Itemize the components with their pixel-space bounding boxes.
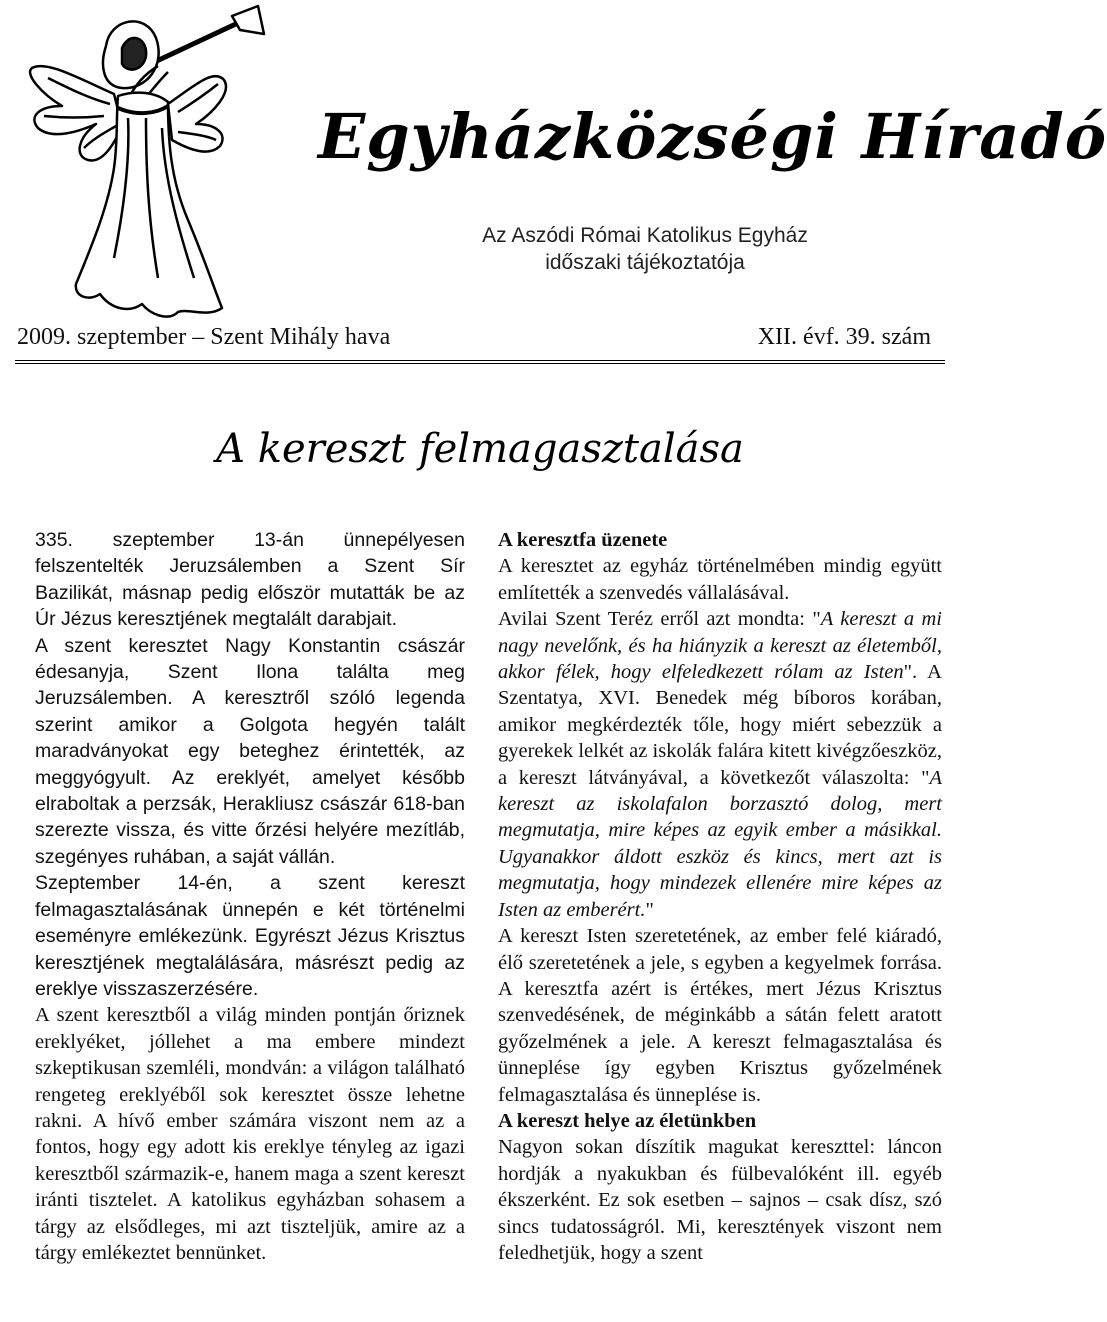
article-headline: A kereszt felmagasztalása bbox=[216, 426, 744, 472]
right-paragraph-2 bbox=[498, 606, 942, 923]
paragraph-text: ". A Szentatya, XVI. Benedek még bíboros korában, amikor megkérdezték tőle, hogy miért sebezzük a gyerekek lelkét az iskolák falára kitett kivégzőeszköz, a kereszt látványával, a következőt válaszolta: " bbox=[498, 661, 942, 789]
paragraph-text: Avilai Szent Teréz erről azt mondta: " bbox=[498, 608, 821, 631]
right-column bbox=[498, 527, 942, 1266]
left-paragraph-2: A szent keresztet Nagy Konstantin császár édesanyja, Szent Ilona találta meg Jeruzsálemben. A keresztről szóló legenda szerint amikor a Golgota hegyén talált maradványokat egy beteghez érintették, az meggyógyult. Az ereklyét, amelyet később elraboltak a perzsák, Herakliusz császár 618-ban szerezte vissza, és vitte őrzési helyére mezítláb, szegényes ruhában, a saját vállán. bbox=[35, 634, 465, 868]
section-heading-1: A keresztfa üzenete bbox=[498, 529, 668, 551]
paragraph-text: " bbox=[645, 898, 654, 921]
newsletter-title: Egyházközségi Híradó bbox=[318, 100, 1107, 173]
teresa-quote: A kereszt a mi nagy nevelőnk, és ha hiányzik a kereszt az életemből, akkor félek, hogy elfeledkezett rólam az Isten bbox=[498, 608, 942, 684]
left-column bbox=[35, 527, 465, 1266]
issue-bar bbox=[15, 318, 945, 364]
right-paragraph-1: A keresztet az egyház történelmében mindig együtt említették a szenvedés vállalásával. bbox=[498, 555, 942, 604]
right-paragraph-4: Nagyon sokan díszítik magukat kereszttel: láncon hordják a nyakukban és fülbevalóként ill. egyéb ékszerként. Ez sok esetben – sajnos – csak dísz, szó sincs tudatosságról. Mi, keresztények viszont nem feledhetjük, hogy a szent bbox=[498, 1136, 942, 1264]
left-paragraph-4: A szent keresztből a világ minden pontján őriznek ereklyéket, jóllehet a ma embere mindezt szkeptikusan szemléli, mondván: a világon található rengeteg ereklyéből sok keresztet össze lehetne rakni. A hívő ember számára viszont nem az a fontos, hogy egy adott kis ereklye tényleg az igazi keresztből származik-e, hanem maga a szent kereszt iránti tisztelet. A katolikus egyházban sohasem a tárgy az elsődleges, mi azt tiszteljük, amire az a tárgy emlékeztet bennünket. bbox=[35, 1004, 465, 1264]
newsletter-subtitle bbox=[440, 222, 850, 276]
subtitle-line-1: Az Aszódi Római Katolikus Egyház bbox=[482, 224, 808, 247]
trumpeting-angel-illustration bbox=[18, 8, 268, 326]
issue-date: 2009. szeptember – Szent Mihály hava bbox=[17, 324, 391, 350]
benedict-quote: A kereszt az iskolafalon borzasztó dolog, mert megmutatja, mire képes az egyik ember a másikkal. Ugyanakkor áldott eszköz és kincs, mert azt is megmutatja, hogy mindezek ellenére mire képes az Isten az emberért. bbox=[498, 766, 942, 921]
left-paragraph-3: Szeptember 14-én, a szent kereszt felmagasztalásának ünnepén e két történelmi eseményre emlékezünk. Egyrészt Jézus Krisztus keresztjének megtalálására, másrészt pedig az ereklye visszaszerzésére. bbox=[35, 872, 465, 1000]
subtitle-line-2: időszaki tájékoztatója bbox=[545, 251, 745, 274]
left-paragraph-1: 335. szeptember 13-án ünnepélyesen felszentelték Jeruzsálemben a Szent Sír Bazilikát, másnap pedig először mutatták be az Úr Jézus keresztjének megtalált darabjait. bbox=[35, 529, 465, 631]
right-paragraph-3: A kereszt Isten szeretetének, az ember felé kiáradó, élő szeretetének a jele, s egyben a kegyelmek forrása. A keresztfa azért is értékes, mert Jézus Krisztus szenvedésének, de méginkább a sátán felett aratott győzelmének a jele. A kereszt felmagasztalása és ünneplése így egyben Krisztus győzelmének felmagasztalása és ünneplése is. bbox=[498, 925, 942, 1106]
issue-number: XII. évf. 39. szám bbox=[757, 324, 931, 350]
section-heading-2: A kereszt helye az életünkben bbox=[498, 1109, 757, 1132]
